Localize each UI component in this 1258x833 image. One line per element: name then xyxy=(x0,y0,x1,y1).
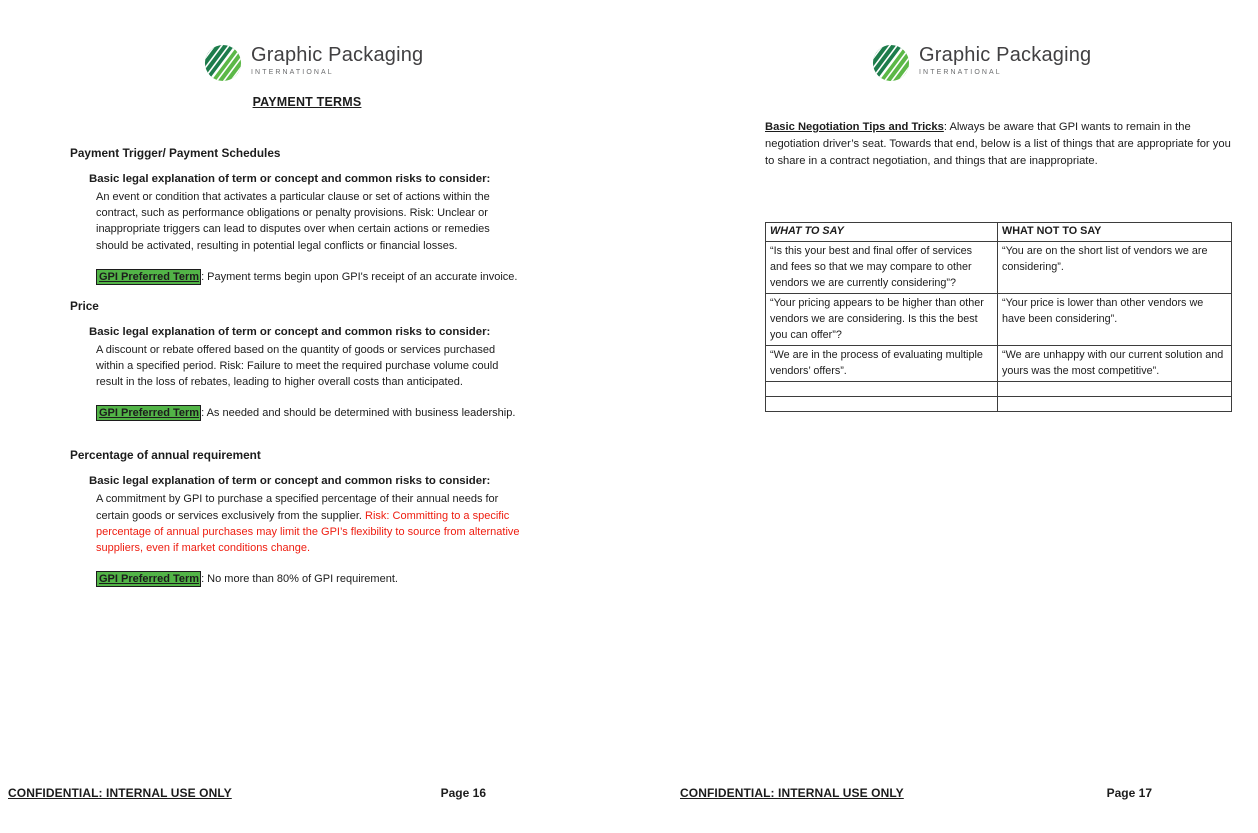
table-cell: “You are on the short list of vendors we are considering”. xyxy=(998,242,1232,294)
gpi-leaf-icon xyxy=(204,44,242,82)
section-percentage-annual-requirement xyxy=(70,448,575,587)
section-body xyxy=(96,342,524,391)
risk-text: Risk: Committing to a specific percentage of annual purchases may limit the GPI’s flexibility to source from alternative suppliers, even if market conditions change. xyxy=(96,509,520,555)
gpi-preferred-text: : No more than 80% of GPI requirement. xyxy=(201,573,398,586)
section-heading: Percentage of annual requirement xyxy=(70,448,261,463)
gpi-preferred-line xyxy=(96,269,575,285)
page-number: Page 16 xyxy=(440,786,486,800)
table-cell xyxy=(766,382,998,397)
brand-name: Graphic Packaging xyxy=(919,44,1092,66)
brand-subtitle: INTERNATIONAL xyxy=(919,69,1002,76)
table-cell xyxy=(766,397,998,412)
gpi-preferred-line xyxy=(96,405,575,421)
page-number: Page 17 xyxy=(1106,786,1152,800)
confidential-notice: CONFIDENTIAL: INTERNAL USE ONLY xyxy=(680,786,904,800)
section-body xyxy=(96,491,524,556)
section-price xyxy=(70,299,575,422)
gpi-logo-text xyxy=(919,44,1091,77)
gpi-preferred-line xyxy=(96,571,575,587)
confidential-notice: CONFIDENTIAL: INTERNAL USE ONLY xyxy=(8,786,232,800)
section-subheading: Basic legal explanation of term or concept and common risks to consider: xyxy=(89,475,491,488)
column-header-what-not-to-say: WHAT NOT TO SAY xyxy=(998,223,1232,242)
negotiation-tips-intro xyxy=(765,119,1237,169)
table-cell: “We are in the process of evaluating multiple vendors’ offers”. xyxy=(766,346,998,382)
table-cell: “Your price is lower than other vendors we have been considering”. xyxy=(998,294,1232,346)
page-17 xyxy=(629,0,1258,833)
negotiation-tips-label: Basic Negotiation Tips and Tricks xyxy=(765,121,944,133)
what-to-say-table xyxy=(765,222,1232,412)
table-row xyxy=(766,294,1232,346)
gpi-logo xyxy=(872,44,1091,82)
table-row-empty xyxy=(766,382,1232,397)
gpi-preferred-label: GPI Preferred Term xyxy=(96,269,201,285)
brand-name: Graphic Packaging xyxy=(251,44,424,66)
gpi-preferred-label: GPI Preferred Term xyxy=(96,571,201,587)
gpi-preferred-text: : Payment terms begin upon GPI's receipt of an accurate invoice. xyxy=(201,270,518,283)
table-row xyxy=(766,242,1232,294)
column-header-what-to-say: WHAT TO SAY xyxy=(766,223,998,242)
section-payment-trigger xyxy=(70,146,575,285)
payment-terms-sections xyxy=(70,146,575,587)
body-text: A discount or rebate offered based on the quantity of goods or services purchased within a specified period. Risk: Failure to meet the required purchase volume could result in the loss of rebates, leading to higher overall costs than anticipated. xyxy=(96,343,499,389)
gpi-preferred-label: GPI Preferred Term xyxy=(96,405,201,421)
table-cell: “We are unhappy with our current solution and yours was the most competitive”. xyxy=(998,346,1232,382)
section-heading: Payment Trigger/ Payment Schedules xyxy=(70,146,281,160)
body-text: An event or condition that activates a particular clause or set of actions within the contract, such as performance obligations or penalty provisions. Risk: Unclear or inappropriate triggers can lead to disputes over when certain actions or remedies should be activated, resulting in potential legal conflicts or financial losses. xyxy=(96,191,490,252)
section-subheading: Basic legal explanation of term or concept and common risks to consider: xyxy=(89,325,491,338)
gpi-logo-text xyxy=(251,44,423,77)
negotiation-tips-text: : Always be aware that GPI wants to remain in the negotiation driver’s seat. Towards that end, below is a list of things that are appropriate for you to share in a contract negotiation, and things that are inappropriate. xyxy=(765,121,1231,167)
table-cell: “Your pricing appears to be higher than other vendors we are considering. Is this the best you can offer”? xyxy=(766,294,998,346)
section-body xyxy=(96,189,524,254)
table-row-empty xyxy=(766,397,1232,412)
section-subheading: Basic legal explanation of term or concept and common risks to consider: xyxy=(89,173,491,185)
brand-subtitle: INTERNATIONAL xyxy=(251,69,334,76)
table-row xyxy=(766,346,1232,382)
gpi-preferred-text: : As needed and should be determined with business leadership. xyxy=(201,407,516,420)
section-heading: Price xyxy=(70,298,99,313)
table-cell: “Is this your best and final offer of services and fees so that we may compare to other vendors we are currently considering”? xyxy=(766,242,998,294)
gpi-logo xyxy=(204,44,423,82)
table-header-row xyxy=(766,223,1232,242)
table-cell xyxy=(998,397,1232,412)
body-text: A commitment by GPI to purchase a specified percentage of their annual needs for certain goods or services exclusively from the supplier. xyxy=(96,493,499,522)
gpi-leaf-icon xyxy=(872,44,910,82)
table-cell xyxy=(998,382,1232,397)
document-title: PAYMENT TERMS xyxy=(252,95,362,109)
